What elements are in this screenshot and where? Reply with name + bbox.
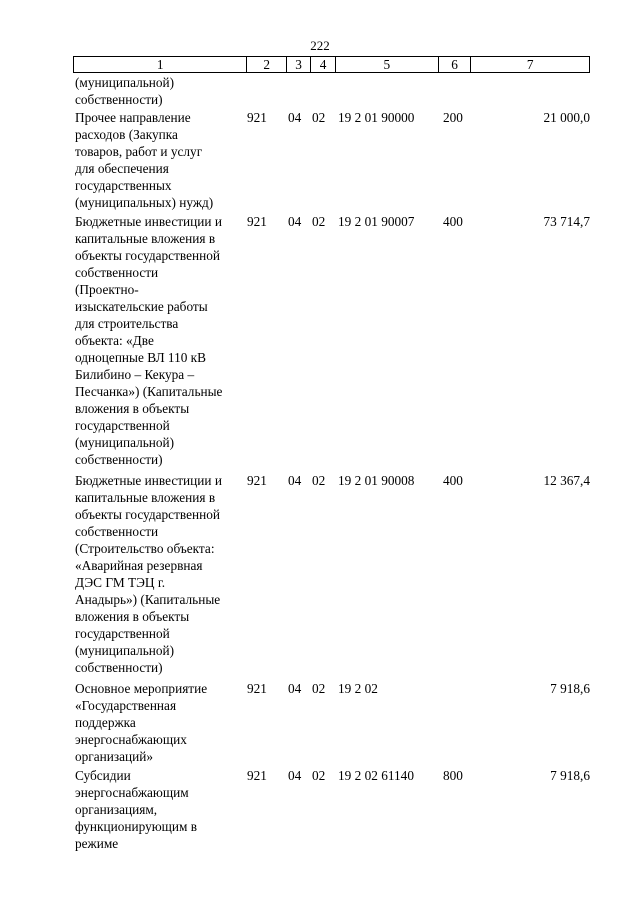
row-sum: 73 714,7	[543, 214, 590, 229]
header-col-2: 2	[247, 57, 287, 72]
header-col-3: 3	[287, 57, 311, 72]
table-header	[73, 56, 590, 73]
row-pr: 02	[312, 110, 326, 125]
row-name: Бюджетные инвестиции и капитальные вложения в объекты государственной собственности (Проектно- изыскательские работы для строительства объекта: «Две одноцепные ВЛ 110 кВ Билибино – Кекура – Песчанка») (Капитальные вложения в объекты государственной (муниципальной) собственности)	[75, 214, 223, 467]
row-name: Бюджетные инвестиции и капитальные вложения в объекты государственной собственности (Строительство объекта: «Аварийная резервная ДЭС ГМ ТЭЦ г. Анадырь») (Капитальные вложения в объекты государственной (муниципальной) собственности)	[75, 473, 222, 675]
row-rz: 04	[288, 681, 302, 696]
row-sum: 12 367,4	[543, 473, 590, 488]
row-csr: 19 2 01 90000	[338, 110, 415, 125]
header-col-7: 7	[526, 57, 534, 72]
row-vr: 800	[443, 768, 463, 783]
row-name: Прочее направление расходов (Закупка товаров, работ и услуг для обеспечения государственных (муниципальных) нужд)	[75, 110, 214, 210]
row-rz: 04	[288, 473, 302, 488]
row-grbs: 921	[247, 681, 267, 696]
header-col-5: 5	[336, 57, 439, 72]
row-pr: 02	[312, 473, 326, 488]
row-csr: 19 2 02	[338, 681, 378, 696]
row-csr: 19 2 02 61140	[338, 768, 414, 783]
row-name: (муниципальной) собственности)	[75, 75, 175, 107]
row-rz: 04	[288, 768, 302, 783]
row-name: Субсидии энергоснабжающим организациям, функционирующим в режиме	[75, 768, 198, 851]
row-pr: 02	[312, 214, 326, 229]
header-col-1: 1	[74, 57, 247, 72]
row-sum: 7 918,6	[550, 681, 590, 696]
row-pr: 02	[312, 681, 326, 696]
row-name: Основное мероприятие «Государственная поддержка энергоснабжающих организаций»	[75, 681, 208, 764]
row-csr: 19 2 01 90008	[338, 473, 415, 488]
row-pr: 02	[312, 768, 326, 783]
row-vr: 200	[443, 110, 463, 125]
row-rz: 04	[288, 214, 302, 229]
page-number: 222	[310, 38, 330, 53]
row-csr: 19 2 01 90007	[338, 214, 415, 229]
row-grbs: 921	[247, 110, 267, 125]
row-grbs: 921	[247, 214, 267, 229]
row-sum: 21 000,0	[543, 110, 590, 125]
row-rz: 04	[288, 110, 302, 125]
header-col-6: 6	[439, 57, 472, 72]
header-col-4: 4	[311, 57, 336, 72]
row-vr: 400	[443, 473, 463, 488]
row-sum: 7 918,6	[550, 768, 590, 783]
row-vr: 400	[443, 214, 463, 229]
row-grbs: 921	[247, 768, 267, 783]
row-grbs: 921	[247, 473, 267, 488]
